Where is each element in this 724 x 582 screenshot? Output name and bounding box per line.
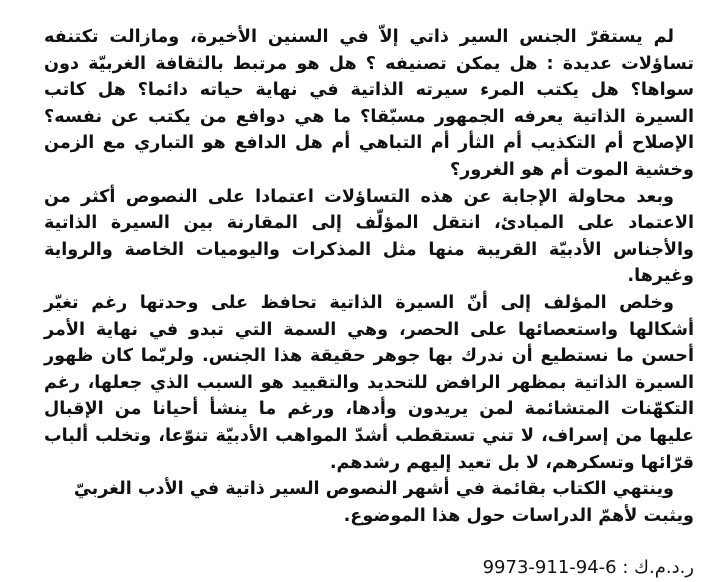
isbn-label: ر.د.م.ك : <box>622 557 694 579</box>
isbn-line <box>44 555 694 582</box>
paragraph-3: وخلص المؤلف إلى أنّ السيرة الذاتية تحافظ على وحدتها رغم تغيّر أشكالها واستعصائها على الحصر، وهي السمة التي تبدو في نهاية الأمر أحسن ما نستطيع أن ندرك بها جوهر حقيقة هذا الجنس. ولربّما كان ظهور السيرة الذاتية بمظهر الرافض للتحديد والتقييد هو السبب الذي جعلها، رغم التكهّنات المتشائمة لمن يريدون وأدها، ورغم ما ينشأ أحيانا من الإقبال عليها من إسراف، لا تني تستقطب أشدّ المواهب الأدبيّة تنوّعا، وتخلب ألباب قرّائها وتسكرهم، لا بل تعيد إليهم رشدهم. <box>44 292 694 473</box>
isbn-number: 9973-911-94-6 <box>482 557 617 579</box>
paragraph-1: لم يستقرّ الجنس السير ذاتي إلاّ في السنين الأخيرة، ومازالت تكتنفه تساؤلات عديدة : هل يمكن تصنيفه ؟ هل هو مرتبط بالثقافة الغربيّة دون سواها؟ هل يكتب المرء سيرته الذاتية في نهاية حياته دائما؟ هل كاتب السيرة الذاتية يعرفه الجمهور مسبّقا؟ ما هي دوافع من يكتب عن نفسه؟ الإصلاح أم التكذيب أم الثأر أم التباهي أم هل الدافع هو التباري مع الزمن وخشية الموت أم هو الغرور؟ <box>44 27 694 180</box>
paragraph-4: وينتهي الكتاب بقائمة في أشهر النصوص السير ذاتية في الأدب الغربيّ ويثبت لأهمّ الدراسات حول هذا الموضوع. <box>73 479 694 526</box>
paragraph-2: وبعد محاولة الإجابة عن هذه التساؤلات اعتمادا على النصوص أكثر من الاعتماد على المبادئ، انتقل المؤلّف إلى المقارنة بين السيرة الذاتية والأجناس الأدبيّة القريبة منها مثل المذكرات واليوميات الخاصة والرواية وغيرها. <box>44 186 694 287</box>
book-back-cover-text <box>44 24 694 582</box>
